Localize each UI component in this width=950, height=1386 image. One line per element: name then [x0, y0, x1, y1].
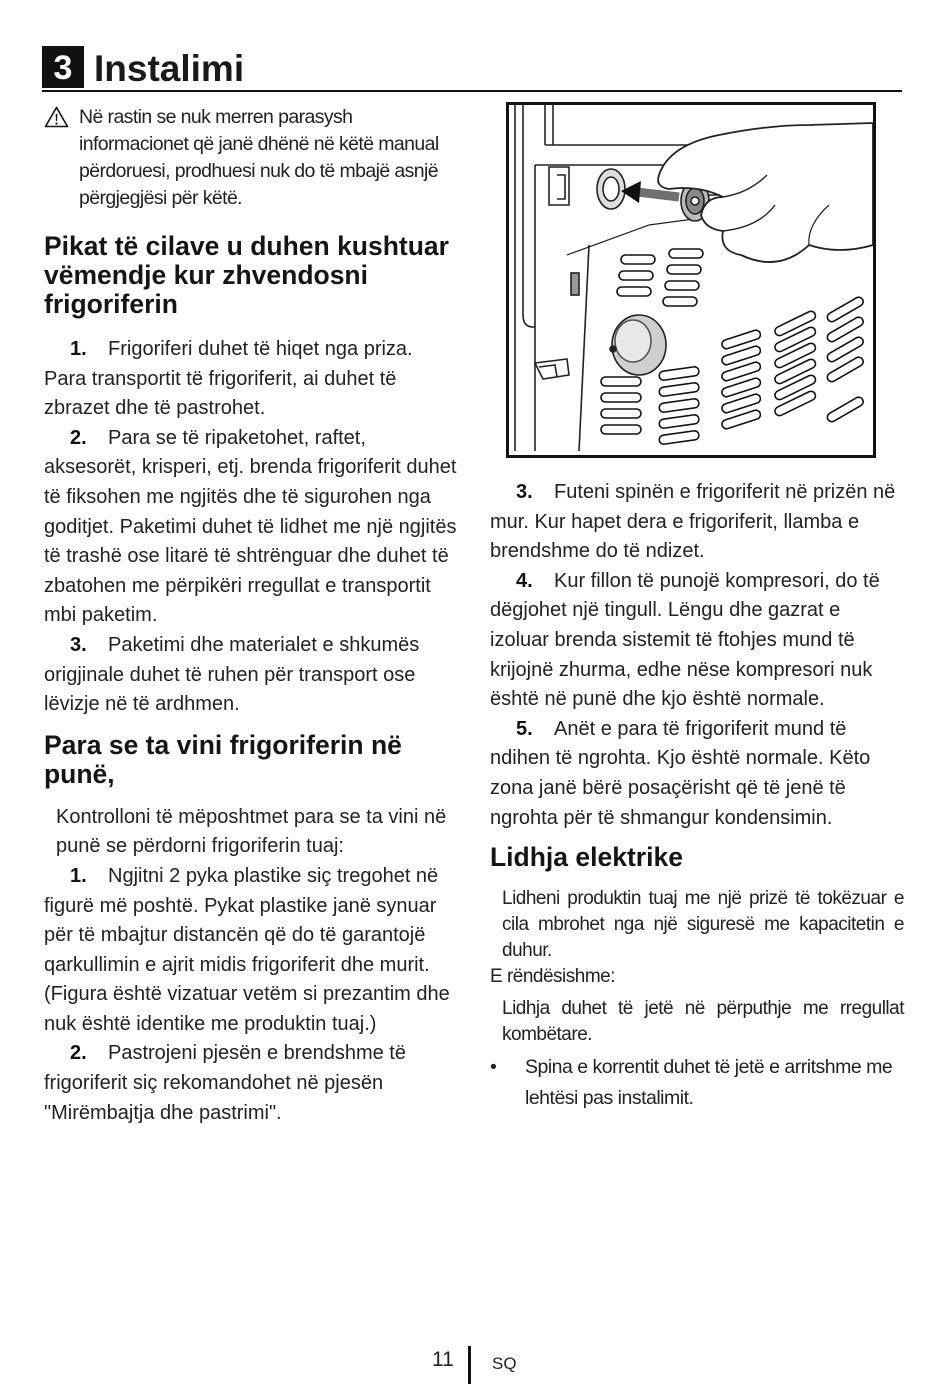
list-item: 4. Kur fillon të punojë kompresori, do të dëgjohet një tingull. Lëngu dhe gazrat e izoluar brenda sistemit të ftohjes mund të krijojnë zhurma, edhe nëse kompresori nuk është në punë dhe kjo është normale.	[490, 569, 880, 711]
warning-note	[44, 104, 458, 212]
list-item: 1. Frigoriferi duhet të hiqet nga priza. Para transportit të frigoriferit, ai duhet të zbrazet dhe të pastrohet.	[44, 338, 413, 420]
section-title-electrical: Lidhja elektrike	[490, 842, 683, 873]
electrical-paragraph: Lidheni produktin tuaj me një prizë të tokëzuar e cila mbrohet nga një siguresë me kapacitetin e duhur.	[502, 888, 904, 962]
list-item: 3. Paketimi dhe materialet e shkumës origjinale duhet të ruhen për transport ose lëvizje në të ardhmen.	[44, 633, 420, 716]
chapter-header	[42, 46, 902, 92]
language-code: SQ	[492, 1354, 517, 1373]
warning-text: Në rastin se nuk merren parasysh informacionet që janë dhënë në këtë manual përdoruesi, prodhuesi nuk do të mbajë asnjë përgjegjësi për këtë.	[79, 106, 439, 209]
section-title-moving: Pikat të cilave u duhen kushtuar vëmendje kur zhvendosni frigoriferin	[44, 231, 449, 319]
right-column	[490, 102, 904, 1114]
left-column	[44, 104, 458, 1128]
warning-triangle-icon	[44, 106, 69, 128]
bullet-icon: •	[490, 1056, 497, 1079]
electrical-regulations: Lidhja duhet të jetë në përputhje me rregullat kombëtare.	[502, 998, 904, 1046]
figure-plastic-wedge	[506, 102, 876, 458]
page-number: 11	[432, 1348, 454, 1371]
bullet-item: • Spina e korrentit duhet të jetë e arritshme me lehtësi pas instalimit.	[490, 1052, 904, 1114]
list-item: 1. Ngjitni 2 pyka plastike siç tregohet në figurë më poshtë. Pykat plastike janë synuar për të mbajtur distancën që do të garantojë qarkullimin e ajrit midis frigoriferit dhe murit. (Figura është vizatuar vetëm si prezantim dhe nuk është identike me produktin tuaj.)	[44, 864, 450, 1035]
section-intro: Kontrolloni të mëposhtmet para se ta vini në punë se përdorni frigoriferin tuaj:	[56, 805, 447, 858]
refrigerator-back-illustration	[509, 105, 873, 455]
page-footer	[0, 1346, 950, 1386]
section-title-before-use: Para se ta vini frigoriferin në punë,	[44, 729, 402, 789]
chapter-number: 3	[42, 46, 84, 88]
list-item: 3. Futeni spinën e frigoriferit në prizën në mur. Kur hapet dera e frigoriferit, llamba e brendshme do të ndizet.	[490, 481, 896, 563]
chapter-title: Instalimi	[94, 48, 245, 89]
list-item: 2. Pastrojeni pjesën e brendshme të frigoriferit siç rekomandohet në pjesën "Mirëmbajtja dhe pastrimi".	[44, 1042, 406, 1124]
important-label: E rëndësishme:	[490, 966, 616, 988]
list-item: 2. Para se të ripaketohet, raftet, aksesorët, krisperi, etj. brenda frigoriferit duhet të fiksohen me ngjitës dhe të sigurohen nga goditjet. Paketimi duhet të lidhet me një ngjitës të trashë ose litarë të shtrënguar dhe duhet të zbatohen me përpikëri rregullat e transportit mbi paketim.	[44, 426, 457, 627]
footer-divider	[468, 1346, 471, 1384]
list-item: 5. Anët e para të frigoriferit mund të ndihen të ngrohta. Kjo është normale. Këto zona janë bërë posaçërisht që të jenë të ngrohta për të shmangur kondensimin.	[490, 717, 871, 829]
